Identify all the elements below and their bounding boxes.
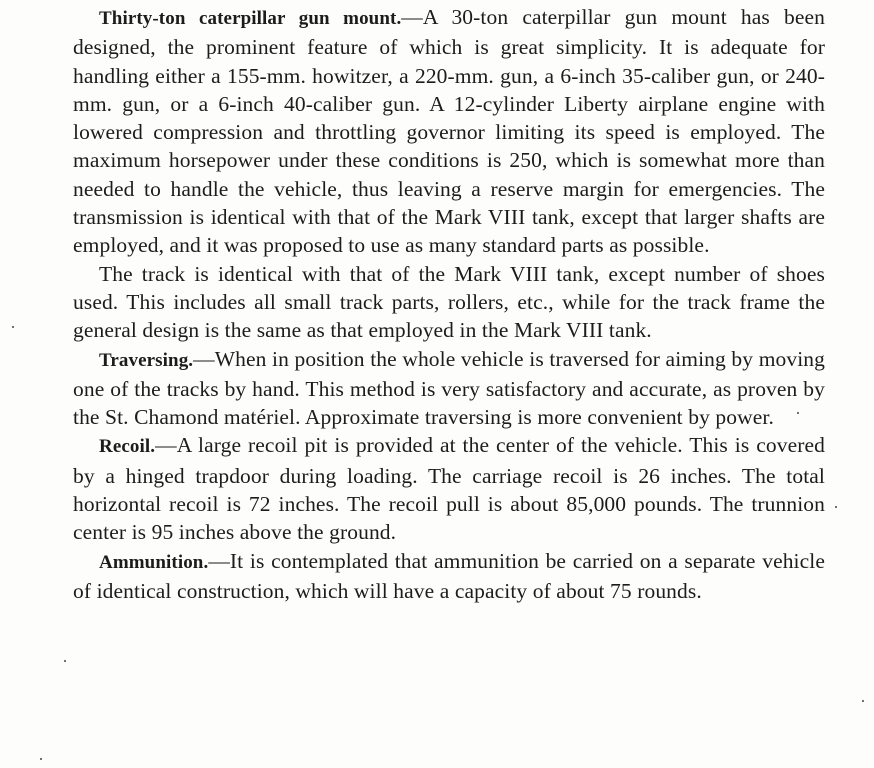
document-body <box>73 3 825 605</box>
scan-speck <box>64 660 66 662</box>
paragraph-heading: Thirty-ton caterpillar gun mount. <box>99 8 402 29</box>
paragraph-gun-mount <box>73 3 825 260</box>
scan-speck <box>862 700 864 702</box>
paragraph-recoil <box>73 431 825 546</box>
paragraph-text: —A large recoil pit is provided at the center of the vehicle. This is covered by a hinged trapdoor during loading. The carriage recoil is 26 inches. The total horizontal recoil is 72 inches. The recoil pull is about 85,000 pounds. The trunnion center is 95 inches above the ground. <box>73 433 825 545</box>
paragraph-track <box>73 260 825 345</box>
paragraph-traversing <box>73 345 825 432</box>
scan-speck <box>40 758 42 760</box>
paragraph-heading: Recoil. <box>99 436 156 458</box>
scan-speck <box>12 326 14 328</box>
paragraph-heading: Traversing. <box>99 349 194 371</box>
paragraph-text: —A 30-ton caterpillar gun mount has been designed, the prominent feature of which is great simplicity. It is adequate for handling either a 155-mm. howitzer, a 220-mm. gun, a 6-inch 35-caliber gun, or 240-mm. gun, or a 6-inch 40-caliber gun. A 12-cylinder Liberty airplane engine with lowered compression and throttling governor limiting its speed is employed. The maximum horsepower under these conditions is 250, which is somewhat more than needed to handle the vehicle, thus leaving a reserve margin for emergencies. The transmission is identical with that of the Mark VIII tank, except that larger shafts are employed, and it was proposed to use as many standard parts as possible. <box>73 5 825 258</box>
scan-speck <box>797 412 799 414</box>
paragraph-text: —It is contemplated that ammunition be carried on a separate vehicle of identical construction, which will have a capacity of about 75 rounds. <box>73 548 825 603</box>
paragraph-ammunition <box>73 547 825 606</box>
paragraph-heading: Ammunition. <box>99 551 209 573</box>
paragraph-text: The track is identical with that of the Mark VIII tank, except number of shoes used. This includes all small track parts, rollers, etc., while for the track frame the general design is the same as that employed in the Mark VIII tank. <box>73 261 825 343</box>
scan-speck <box>835 506 837 508</box>
paragraph-text: —When in position the whole vehicle is traversed for aiming by moving one of the tracks by hand. This method is very satisfactory and accurate, as proven by the St. Chamond matériel. Approximate traversing is more convenient by power. <box>73 346 825 430</box>
